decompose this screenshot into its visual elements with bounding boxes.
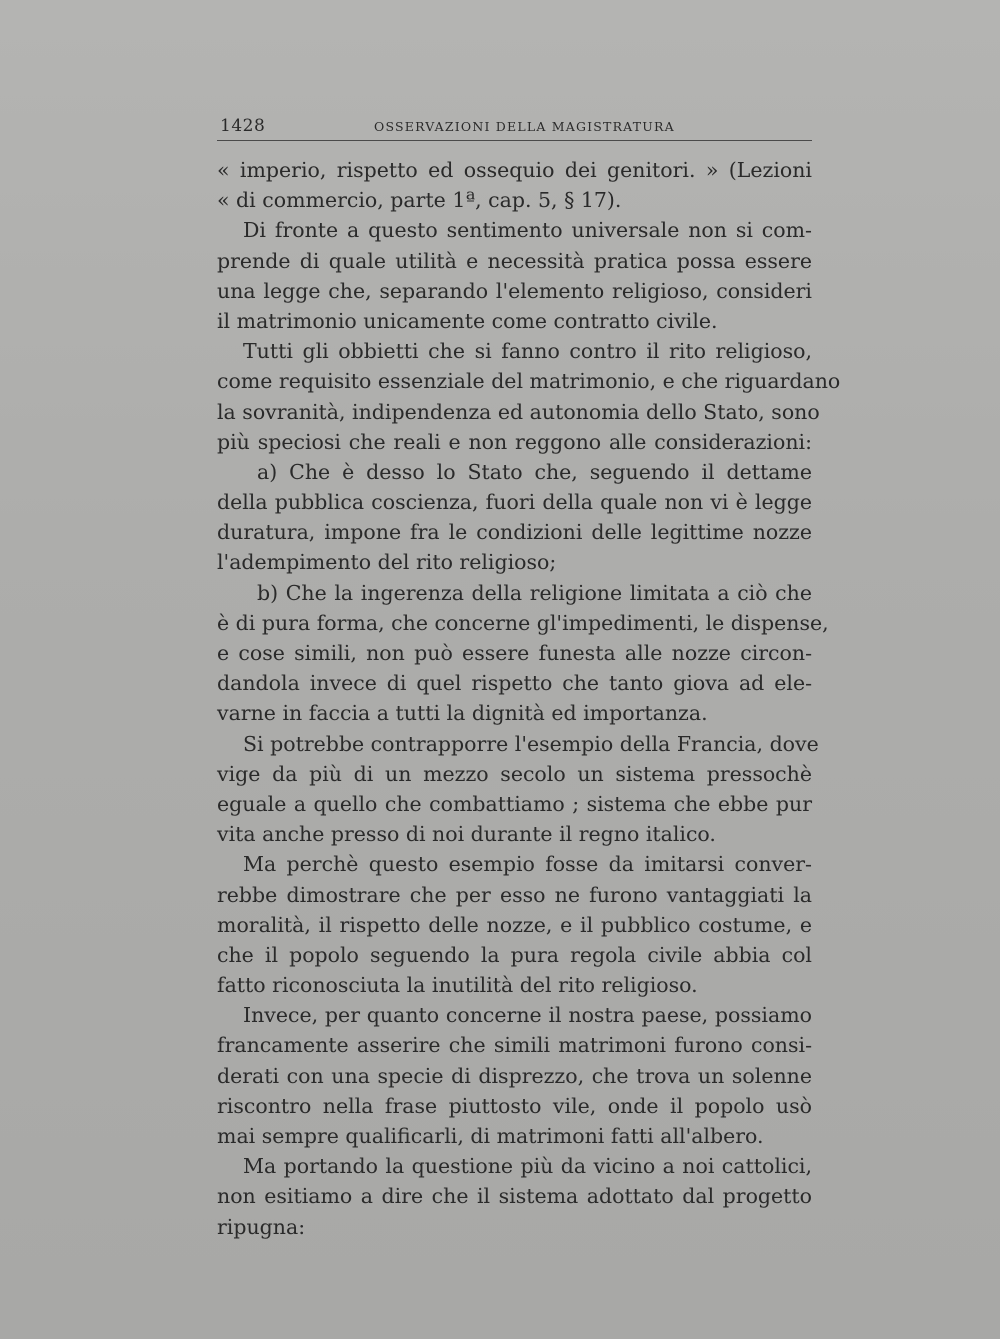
text-line: prende di quale utilità e necessità pratica possa essere	[217, 248, 812, 273]
text-line: « di commercio, parte 1ª, cap. 5, § 17).	[217, 188, 622, 213]
paragraph-first-line: Si potrebbe contrapporre l'esempio della Francia, dove	[243, 731, 819, 756]
text-line: dandola invece di quel rispetto che tanto giova ad ele-	[217, 671, 812, 696]
text-line: francamente asserire che simili matrimoni furono consi-	[217, 1033, 812, 1058]
text-line: della pubblica coscienza, fuori della quale non vi è legge	[217, 490, 812, 515]
running-head: OSSERVAZIONI DELLA MAGISTRATURA	[374, 119, 675, 134]
text-line: ripugna:	[217, 1214, 306, 1239]
text-line: il matrimonio unicamente come contratto civile.	[217, 308, 718, 333]
list-item-b-first-line: b) Che la ingerenza della religione limitata a ciò che	[257, 580, 812, 605]
text-line: rebbe dimostrare che per esso ne furono vantaggiati la	[217, 882, 812, 907]
text-line: varne in faccia a tutti la dignità ed importanza.	[217, 701, 708, 726]
list-item-a-first-line: a) Che è desso lo Stato che, seguendo il dettame	[257, 459, 812, 484]
text-line: derati con una specie di disprezzo, che trova un solenne	[217, 1063, 812, 1088]
paragraph-first-line: Invece, per quanto concerne il nostra paese, possiamo	[243, 1003, 812, 1028]
text-line: « imperio, rispetto ed ossequio dei genitori. » (Lezioni	[217, 158, 812, 182]
paragraph-first-line: Ma portando la questione più da vicino a noi cattolici,	[243, 1154, 812, 1179]
text-line: riscontro nella frase piuttosto vile, onde il popolo usò	[217, 1093, 812, 1118]
text-line: fatto riconosciuta la inutilità del rito religioso.	[217, 973, 698, 998]
text-line: eguale a quello che combattiamo ; sistema che ebbe pur	[217, 791, 812, 816]
page-header	[217, 116, 812, 141]
page-number: 1428	[220, 116, 266, 136]
text-line: la sovranità, indipendenza ed autonomia dello Stato, sono	[217, 399, 820, 424]
paragraph-first-line: Di fronte a questo sentimento universale non si com-	[243, 218, 812, 243]
text-line: moralità, il rispetto delle nozze, e il pubblico costume, e	[217, 912, 812, 937]
paragraph-first-line: Tutti gli obbietti che si fanno contro il rito religioso,	[243, 339, 812, 364]
paragraph-first-line: Ma perchè questo esempio fosse da imitarsi conver-	[243, 852, 812, 877]
text-line: vita anche presso di noi durante il regno italico.	[217, 822, 716, 847]
text-line: come requisito essenziale del matrimonio, e che riguardano	[217, 369, 841, 394]
page-body-text	[217, 155, 841, 1242]
text-line: è di pura forma, che concerne gl'impedimenti, le dispense,	[217, 610, 829, 635]
text-line: non esitiamo a dire che il sistema adottato dal progetto	[217, 1184, 812, 1209]
text-line: l'adempimento del rito religioso;	[217, 550, 557, 575]
text-line: che il popolo seguendo la pura regola civile abbia col	[217, 942, 812, 967]
text-line: mai sempre qualificarli, di matrimoni fatti all'albero.	[217, 1124, 764, 1148]
text-line: vige da più di un mezzo secolo un sistema pressochè	[217, 761, 812, 786]
text-line: più speciosi che reali e non reggono alle considerazioni:	[217, 429, 812, 454]
text-line: e cose simili, non può essere funesta alle nozze circon-	[217, 641, 812, 665]
text-line: duratura, impone fra le condizioni delle legittime nozze	[217, 520, 812, 545]
text-line: una legge che, separando l'elemento religioso, consideri	[217, 278, 812, 303]
